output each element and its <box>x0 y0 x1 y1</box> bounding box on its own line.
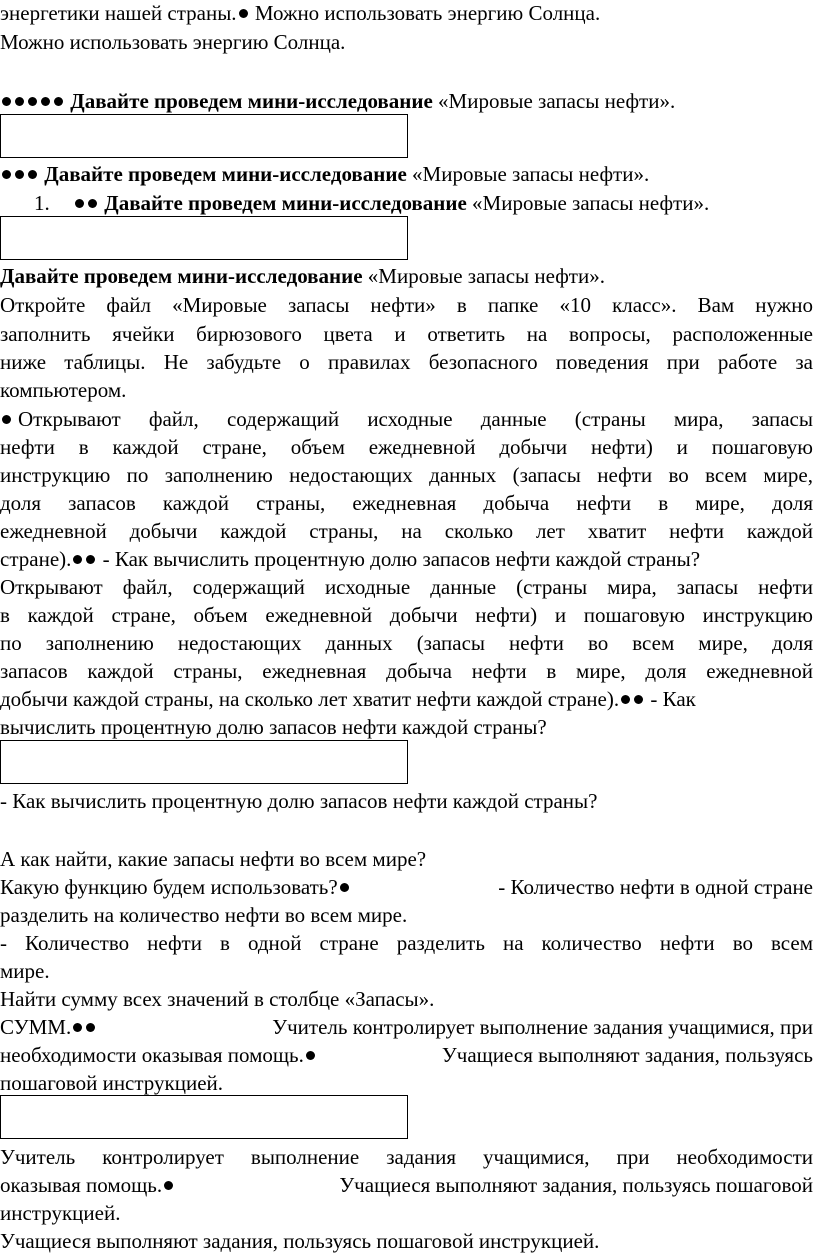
heading-tail: «Мировые запасы нефти». <box>406 162 650 186</box>
bullet-icon <box>41 97 50 106</box>
bullet-icon <box>15 170 24 179</box>
empty-box <box>0 1095 408 1139</box>
heading-line <box>0 263 605 289</box>
bullet-icon <box>28 97 37 106</box>
empty-box <box>0 216 408 260</box>
para-line: по заполнению недостающих данных (запасы нефти во всем мире, доля <box>0 631 813 655</box>
text: - Как вычислить процентную долю запасов нефти каждой страны? <box>97 547 701 571</box>
text: энергетики нашей страны. <box>0 1 237 25</box>
para-line: вычислить процентную долю запасов нефти каждой страны? <box>0 715 547 739</box>
text: Учащиеся выполняют задания, пользуясь пошаговой <box>339 1173 813 1197</box>
bullet-icon <box>28 170 37 179</box>
heading-bold: Давайте проведем мини-исследование <box>70 89 433 113</box>
para-line: инструкцию по заполнению недостающих данных (запасы нефти во всем мире, <box>0 463 813 487</box>
text: добычи каждой страны, на сколько лет хватит нефти каждой стране). <box>0 687 620 711</box>
text: СУММ. <box>0 1015 72 1039</box>
para-line <box>0 406 813 432</box>
heading-bold: Давайте проведем мини-исследование <box>44 162 407 186</box>
question-line: разделить на количество нефти во всем мире. <box>0 903 408 927</box>
bullet-icon <box>634 695 643 704</box>
question-line <box>0 874 813 900</box>
para-line: Открывают файл, содержащий исходные данные (страны мира, запасы нефти <box>0 575 813 599</box>
empty-box <box>0 114 408 158</box>
text: стране). <box>0 547 72 571</box>
para-line: инструкцией. <box>0 1201 121 1225</box>
empty-box <box>0 740 408 784</box>
bullet-icon <box>73 555 82 564</box>
para-line: Учитель контролирует выполнение задания учащимися, при необходимости <box>0 1145 813 1169</box>
bullet-icon <box>86 555 95 564</box>
bullet-icon <box>88 199 97 208</box>
para-line <box>0 1172 813 1198</box>
para-line: запасов каждой страны, ежедневная добыча нефти в мире, доля ежедневной <box>0 659 813 683</box>
bullet-icon <box>164 1181 173 1190</box>
text: Какую функцию будем использовать? <box>0 875 338 899</box>
para-line <box>0 546 700 572</box>
text: - Количество нефти в одной стране <box>498 875 813 899</box>
text: Можно использовать энергию Солнца. <box>0 30 346 54</box>
text: Открывают файл, содержащий исходные данные (страны мира, запасы <box>18 407 813 431</box>
text-line <box>0 0 600 26</box>
para-line: нефти в каждой стране, объем ежедневной добычи нефти) и пошаговую <box>0 435 813 459</box>
question-line: - Количество нефти в одной стране разделить на количество нефти во всем <box>0 931 813 955</box>
bullet-icon <box>306 1051 315 1060</box>
bullet-icon <box>340 883 349 892</box>
question-line: А как найти, какие запасы нефти во всем мире? <box>0 847 427 871</box>
bullet-icon <box>621 695 630 704</box>
para-line: ниже таблицы. Не забудьте о правилах безопасного поведения при работе за <box>0 350 813 374</box>
text: оказывая помощь. <box>0 1173 163 1197</box>
para-line <box>0 686 696 712</box>
heading-tail: «Мировые запасы нефти». <box>432 89 676 113</box>
bullet-icon <box>15 97 24 106</box>
bullet-icon <box>75 199 84 208</box>
bullet-icon <box>2 415 11 424</box>
para-line: Откройте файл «Мировые запасы нефти» в папке «10 класс». Вам нужно <box>0 293 813 317</box>
text: Учитель контролирует выполнение задания учащимися, при <box>272 1015 813 1039</box>
question-line: Найти сумму всех значений в столбце «Запасы». <box>0 987 435 1011</box>
para-line: компьютером. <box>0 378 127 402</box>
para-line: в каждой стране, объем ежедневной добычи нефти) и пошаговую инструкцию <box>0 603 813 627</box>
text: - Как <box>645 687 696 711</box>
question-line: мире. <box>0 959 50 983</box>
question-line <box>0 1042 813 1068</box>
heading-bold: Давайте проведем мини-исследование <box>104 191 467 215</box>
heading-tail: «Мировые запасы нефти». <box>466 191 710 215</box>
question-line <box>0 1014 813 1040</box>
text: Учащиеся выполняют задания, пользуясь <box>441 1043 813 1067</box>
heading-line <box>0 161 649 187</box>
bullet-icon <box>2 170 11 179</box>
heading-line <box>0 88 675 114</box>
bullet-icon <box>73 1023 82 1032</box>
bullet-icon <box>54 97 63 106</box>
list-number: 1. <box>34 191 50 215</box>
bullet-icon <box>2 97 11 106</box>
para-line: доля запасов каждой страны, ежедневная добыча нефти в мире, доля <box>0 491 813 515</box>
text-line <box>0 29 345 55</box>
list-item <box>34 190 709 216</box>
para-line: заполнить ячейки бирюзового цвета и ответить на вопросы, расположенные <box>0 322 813 346</box>
heading-bold: Давайте проведем мини-исследование <box>0 264 363 288</box>
question-line: пошаговой инструкцией. <box>0 1071 224 1095</box>
para-line: ежедневной добычи каждой страны, на сколько лет хватит нефти каждой <box>0 519 813 543</box>
text: необходимости оказывая помощь. <box>0 1043 304 1067</box>
para-line: Учащиеся выполняют задания, пользуясь пошаговой инструкцией. <box>0 1229 600 1253</box>
question-line: - Как вычислить процентную долю запасов нефти каждой страны? <box>0 789 598 813</box>
bullet-icon <box>86 1023 95 1032</box>
bullet-icon <box>239 9 248 18</box>
text: Можно использовать энергию Солнца. <box>249 1 601 25</box>
heading-tail: «Мировые запасы нефти». <box>362 264 605 288</box>
